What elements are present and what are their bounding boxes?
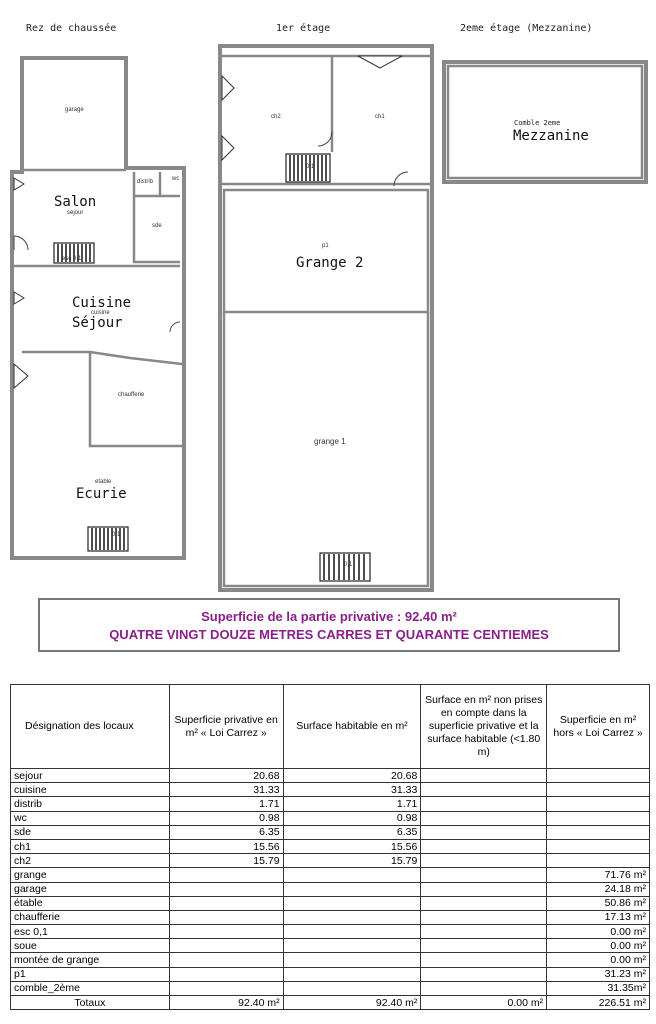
header-habitable: Surface habitable en m² [283,685,421,769]
cell-designation: étable [11,896,170,910]
cell-value [283,939,421,953]
cell-value [283,981,421,995]
cell-designation: montée de grange [11,953,170,967]
cell-value [283,868,421,882]
cell-value: 1.71 [169,797,283,811]
cell-value [421,797,547,811]
cell-value: 31.23 m² [547,967,650,981]
cell-value [547,769,650,783]
window-ch2-b [222,136,234,160]
door-cuisine [170,322,180,332]
stair-label-grange1: 0,1 [344,562,353,568]
cell-value: 15.79 [283,854,421,868]
totals-value: 226.51 m² [547,996,650,1010]
cell-value [421,854,547,868]
cell-value [169,939,283,953]
cell-designation: p1 [11,967,170,981]
cell-value [547,839,650,853]
level-title-ground: Rez de chaussée [26,23,117,34]
header-hors-carrez: Superficie en m² hors « Loi Carrez » [547,685,650,769]
cell-value: 50.86 m² [547,896,650,910]
wall-cuisine-chaufferie [22,352,182,364]
banner-line-1: Superficie de la partie privative : 92.40 m² [201,609,457,624]
cell-value [169,910,283,924]
table-row [11,925,650,939]
cell-value: 0.98 [283,811,421,825]
cell-designation: cuisine [11,783,170,797]
cell-value: 17.13 m² [547,910,650,924]
cell-value [421,910,547,924]
cell-value [283,910,421,924]
cell-value [421,882,547,896]
window-salon [14,178,24,190]
header-carrez: Superficie privative en m² « Loi Carrez » [169,685,283,769]
door-ch2 [318,132,332,146]
totals-value: 0.00 m² [421,996,547,1010]
cell-value: 15.56 [169,839,283,853]
room-label-cuisine-sub: cuisine [91,310,110,316]
table-row [11,839,650,853]
room-label-sejour: Séjour [72,315,123,331]
table-row [11,939,650,953]
cell-value [421,896,547,910]
cell-value [169,967,283,981]
cell-value: 1.71 [283,797,421,811]
cell-value [421,925,547,939]
room-label-comble: Comble 2eme [514,119,561,127]
cell-value [547,854,650,868]
cell-value: 0.00 m² [547,925,650,939]
stair-label-first: 0,1 [306,164,315,170]
cell-value [169,981,283,995]
cell-designation: soue [11,939,170,953]
cell-value: 20.68 [169,769,283,783]
cell-designation: chaufferie [11,910,170,924]
cell-value [421,939,547,953]
cell-value [169,868,283,882]
header-designation: Désignation des locaux [11,685,170,769]
cell-value: 0.00 m² [547,939,650,953]
wall-grange1 [224,312,428,586]
cell-value: 15.56 [283,839,421,853]
window-ch2-a [222,76,234,100]
cell-value: 71.76 m² [547,868,650,882]
wall-grange2 [224,190,428,312]
room-label-cuisine: Cuisine [72,295,132,311]
cell-designation: sejour [11,769,170,783]
table-row [11,868,650,882]
header-non-prises: Surface en m² non prises en compte dans la superficie privative et la surface habitable (<1.80 m) [421,685,547,769]
cell-value [169,953,283,967]
cell-value [283,925,421,939]
table-row [11,967,650,981]
cell-value [421,769,547,783]
room-label-grange1: grange 1 [314,437,346,446]
cell-value: 31.33 [283,783,421,797]
table-body [11,769,650,1010]
cell-value [547,797,650,811]
table-totals-row [11,996,650,1010]
cell-value [169,882,283,896]
table-row [11,811,650,825]
room-label-mezzanine: Mezzanine [513,128,589,144]
surface-banner [38,598,620,652]
room-label-ch1: ch1 [375,114,385,120]
room-label-wc: wc [172,176,180,182]
totals-value: 92.40 m² [283,996,421,1010]
cell-value [421,981,547,995]
cell-value: 20.68 [283,769,421,783]
cell-value [547,783,650,797]
cell-value [283,953,421,967]
cell-designation: garage [11,882,170,896]
cell-designation: sde [11,825,170,839]
cell-designation: ch2 [11,854,170,868]
window-chaufferie [14,364,28,388]
cell-value: 0.98 [169,811,283,825]
cell-value [421,868,547,882]
cell-value [283,882,421,896]
wall-sde [134,172,180,262]
table-row [11,825,650,839]
cell-designation: distrib [11,797,170,811]
room-label-garage: garage [65,107,84,113]
cell-value [421,811,547,825]
table-row [11,882,650,896]
cell-value [547,811,650,825]
cell-designation: comble_2ème [11,981,170,995]
first-floor-outline [220,46,432,590]
totals-value: 92.40 m² [169,996,283,1010]
table-row [11,769,650,783]
table-row [11,910,650,924]
door-salon [14,236,28,250]
cell-value: 24.18 m² [547,882,650,896]
table-row [11,797,650,811]
table-row [11,953,650,967]
table-row [11,896,650,910]
room-label-chaufferie: chaufferie [118,392,145,398]
room-label-ch2: ch2 [271,114,281,120]
cell-value: 15.79 [169,854,283,868]
cell-value [283,967,421,981]
cell-value [421,839,547,853]
table-row [11,854,650,868]
cell-value [283,896,421,910]
cell-value: 6.35 [283,825,421,839]
room-label-salon-sub: sejour [67,210,84,216]
level-title-first: 1er étage [276,23,331,34]
room-label-ecurie: Ecurie [76,486,127,502]
cell-designation: wc [11,811,170,825]
cell-value [421,783,547,797]
cell-value: 6.35 [169,825,283,839]
window-cuisine [14,292,24,304]
window-ch1 [358,56,402,68]
cell-designation: ch1 [11,839,170,853]
room-label-distrib: distrib [137,179,154,185]
table-row [11,783,650,797]
stair-label-ecurie: 0,1 [112,532,121,538]
level-title-second: 2eme étage (Mezzanine) [460,23,593,34]
cell-value [421,953,547,967]
table-row [11,981,650,995]
room-label-salon: Salon [54,194,97,210]
cell-value [169,925,283,939]
surface-table [10,684,650,1010]
cell-value [421,967,547,981]
totals-label: Totaux [11,996,170,1010]
cell-value [421,825,547,839]
cell-value [169,896,283,910]
cell-designation: esc 0,1 [11,925,170,939]
table-header-row [11,685,650,769]
cell-value: 31.35m² [547,981,650,995]
cell-value: 31.33 [169,783,283,797]
cell-designation: grange [11,868,170,882]
cell-value [547,825,650,839]
room-label-esc: esc 0,1 [62,256,82,262]
room-label-p1: p1 [322,243,329,249]
room-label-grange2: Grange 2 [296,255,364,271]
banner-line-2: QUATRE VINGT DOUZE METRES CARRES ET QUARANTE CENTIEMES [109,627,549,642]
room-label-etable: etable [95,479,112,485]
cell-value: 0.00 m² [547,953,650,967]
room-label-sde: sde [152,223,162,229]
wall-chaufferie [90,352,182,446]
